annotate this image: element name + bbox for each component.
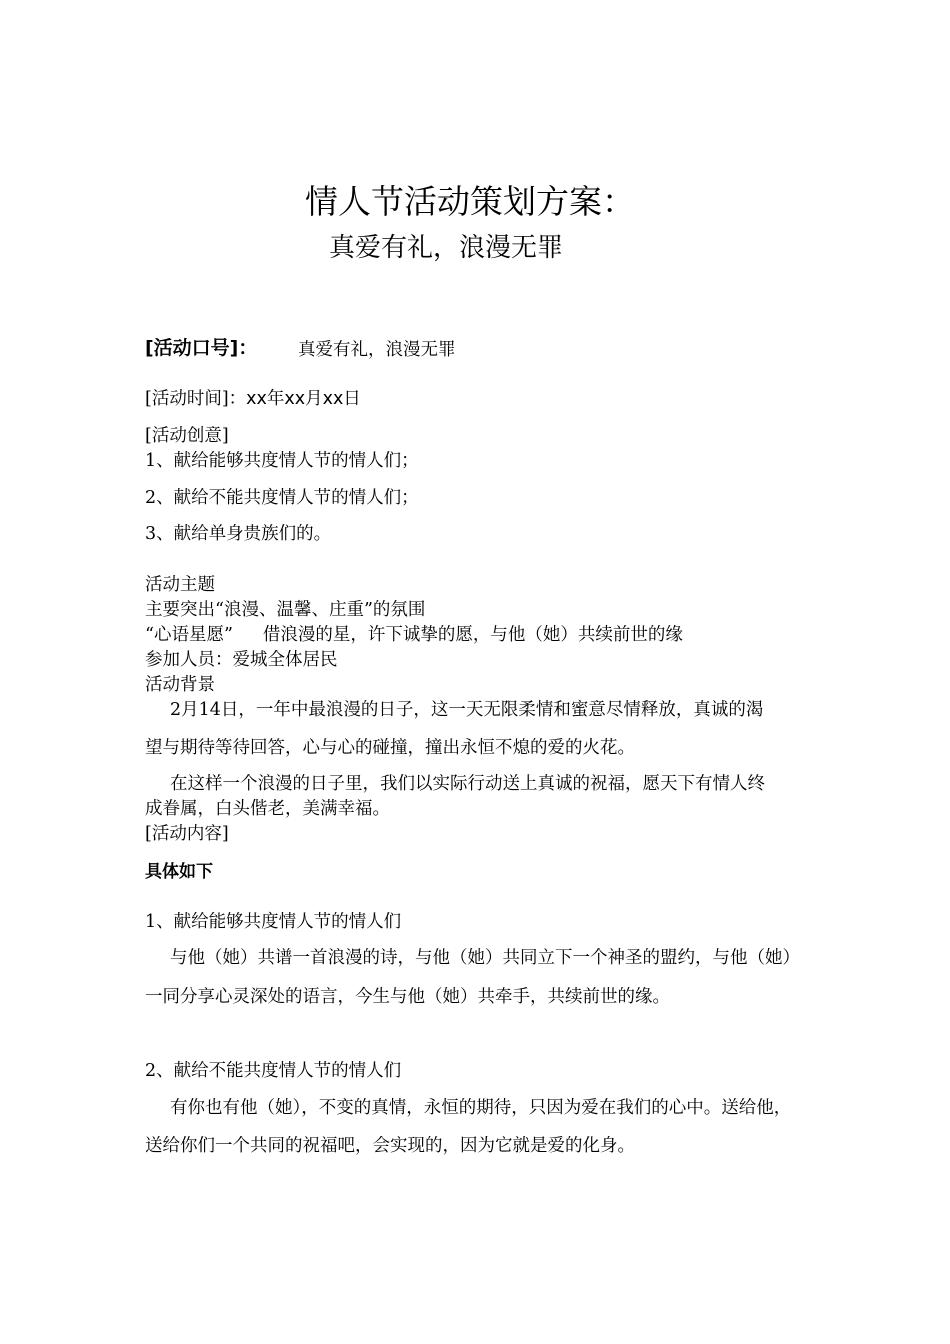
section2-line1: 有你也有他（她），不变的真情，永恒的期待，只因为爱在我们的心中。送给他， [170, 1098, 792, 1118]
idea-label: [活动创意] [145, 426, 229, 446]
slogan-label: [活动口号]： [145, 337, 258, 359]
document-subtitle: 真爱有礼，浪漫无罪 [328, 233, 563, 263]
time-value: xx年xx月xx日 [246, 389, 361, 409]
idea-item-3: 3、献给单身贵族们的。 [145, 524, 332, 544]
background-para2-line2: 成眷属，白头偕老，美满幸福。 [145, 799, 390, 819]
wish-text: 借浪漫的星，许下诚挚的愿，与他（她）共续前世的缘 [262, 625, 683, 645]
content-label: [活动内容] [145, 824, 229, 844]
background-para1-line1: 2月14日，一年中最浪漫的日子，这一天无限柔情和蜜意尽情释放，真诚的渴 [170, 700, 764, 720]
background-para2-line1: 在这样一个浪漫的日子里，我们以实际行动送上真诚的祝福，愿天下有情人终 [170, 774, 765, 794]
section1-line2: 一同分享心灵深处的语言，今生与他（她）共牵手，共续前世的缘。 [145, 987, 670, 1007]
idea-item-2: 2、献给不能共度情人节的情人们； [145, 488, 419, 508]
slogan-row [145, 336, 257, 361]
section1-line1: 与他（她）共谱一首浪漫的诗，与他（她）共同立下一个神圣的盟约，与他（她） [170, 948, 800, 968]
time-label: [活动时间]： [145, 389, 247, 409]
background-para1-line2: 望与期待等待回答，心与心的碰撞，撞出永恒不熄的爱的火花。 [145, 738, 635, 758]
idea-item-1: 1、献给能够共度情人节的情人们； [145, 451, 419, 471]
detail-heading: 具体如下 [145, 862, 213, 882]
section2-title: 2、献给不能共度情人节的情人们 [145, 1061, 402, 1081]
theme-focus: 主要突出“浪漫、温馨、庄重”的氛围 [145, 600, 426, 620]
wish-name: “心语星愿” [145, 625, 233, 645]
document-title: 情人节活动策划方案： [305, 182, 635, 221]
participants: 参加人员：爱城全体居民 [145, 650, 338, 670]
section2-line2: 送给你们一个共同的祝福吧，会实现的，因为它就是爱的化身。 [145, 1136, 635, 1156]
slogan-value: 真爱有礼，浪漫无罪 [298, 340, 456, 360]
wish-row [145, 623, 683, 647]
section1-title: 1、献给能够共度情人节的情人们 [145, 912, 402, 932]
theme-label: 活动主题 [145, 575, 215, 595]
background-label: 活动背景 [145, 675, 215, 695]
time-row [145, 387, 361, 411]
